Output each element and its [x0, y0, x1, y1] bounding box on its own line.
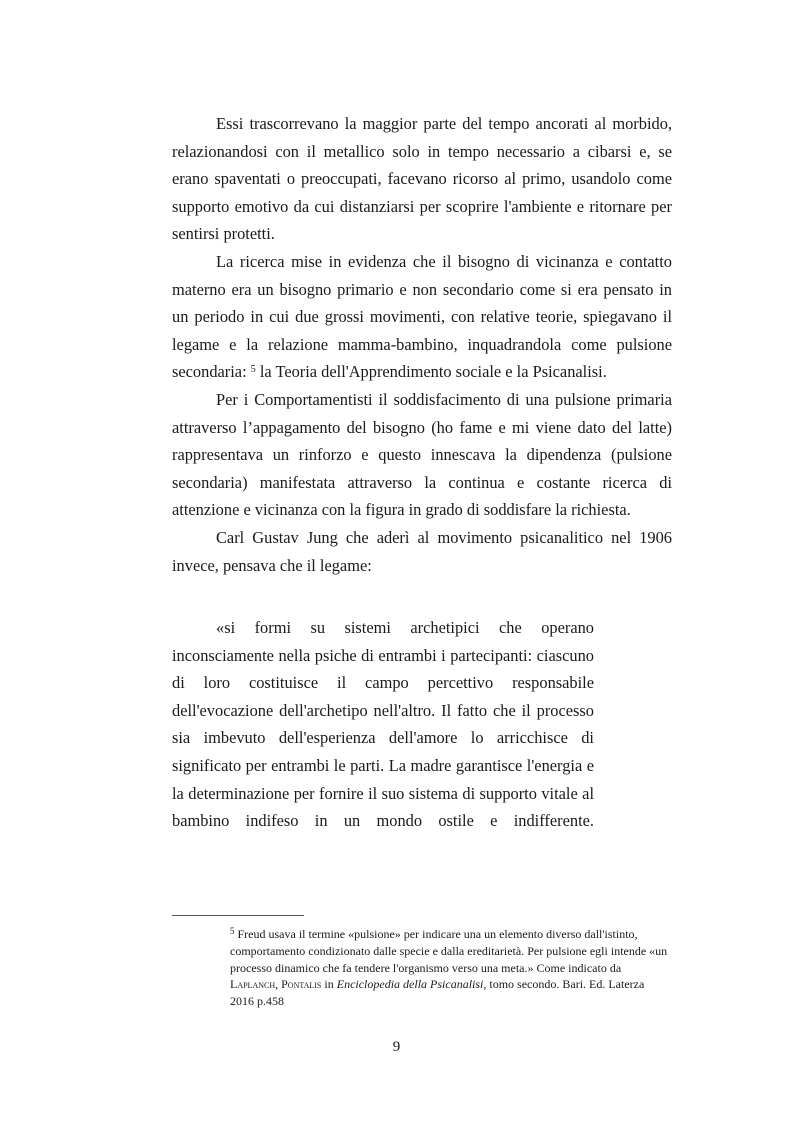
footnote-author-1: Laplanch [230, 977, 276, 992]
footnote-separator [172, 915, 304, 916]
footnote-separator-text: , [275, 977, 282, 992]
paragraph-2-text-a: La ricerca mise in evidenza che il bisogno di vicinanza e contatto materno era un bisogno primario e non secondario come si era pensato in un periodo in cui due grossi movimenti, con relative teorie, spiegavano il legame e la relazione mamma-bambino, inquadrandola come pulsione secondaria: [172, 251, 672, 382]
paragraph-4: Carl Gustav Jung che aderì al movimento psicanalitico nel 1906 invece, pensava che il legame: [172, 527, 672, 575]
footnote-reference[interactable]: 5 [250, 364, 256, 376]
block-quote [172, 614, 594, 835]
paragraph-3: Per i Comportamentisti il soddisfacimento di una pulsione primaria attraverso l’appagamento del bisogno (ho fame e mi viene dato del latte) rappresentava un rinforzo e questo innescava la dipendenza (pulsione secondaria) manifestata attraverso la continua e costante ricerca di attenzione e vicinanza con la figura in grado di soddisfare la richiesta. [172, 389, 672, 520]
paragraph-2-text-b: la Teoria dell'Apprendimento sociale e la Psicanalisi. [255, 362, 607, 382]
footnote-author-2: Pontalis [281, 977, 322, 992]
footnote [230, 926, 670, 1010]
footnote-work-title: Enciclopedia della Psicanalisi [336, 977, 484, 992]
footnote-number: 5 [230, 926, 235, 936]
block-quote-text: «si formi su sistemi archetipici che operano inconsciamente nella psiche di entrambi i partecipanti: ciascuno di loro costituisce il campo percettivo responsabile dell'evocazione dell'archetipo nell'altro. Il fatto che il processo sia imbevuto dell'esperienza dell'amore lo arricchisce di significato per entrambi le parti. La madre garantisce l'energia e la determinazione per fornire il suo sistema di supporto vitale al bambino indifeso in un mondo ostile e indifferente. [172, 618, 594, 831]
footnote-text-1: Freud usava il termine «pulsione» per indicare una un elemento diverso dall'istinto, comportamento condizionato dalle specie e dalla ereditarietà. Per pulsione egli intende «un processo dinamico che fa tendere l'organismo verso una meta.» Come indicato da [230, 927, 668, 975]
footnote-text-3: , tomo secondo. Bari. Ed. Laterza 2016 p.458 [230, 977, 645, 1009]
paragraph-2 [172, 248, 672, 386]
page-number: 9 [392, 1039, 401, 1055]
footnote-text-2: in [321, 977, 337, 992]
body-text [172, 110, 672, 579]
paragraph-1: Essi trascorrevano la maggior parte del tempo ancorati al morbido, relazionandosi con il metallico solo in tempo necessario a cibarsi e, se erano spaventati o preoccupati, facevano ricorso al primo, usandolo come supporto emotivo da cui distanziarsi per scoprire l'ambiente e ritornare per sentirsi protetti. [172, 114, 672, 244]
